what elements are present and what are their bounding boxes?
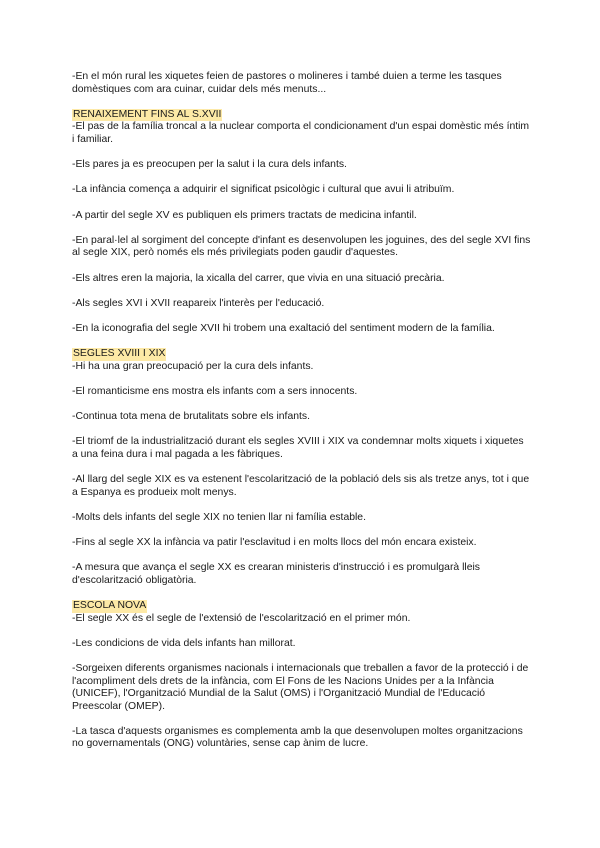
paragraph: -Fins al segle XX la infància va patir l'esclavitud i en molts llocs del món encara existeix. (72, 536, 477, 548)
paragraph: -En paral·lel al sorgiment del concepte d'infant es desenvolupen les joguines, des del segle XVI fins al segle XIX, però només els més privilegiats poden gaudir d'aquestes. (72, 234, 531, 259)
paragraph: -En la iconografia del segle XVII hi trobem una exaltació del sentiment modern de la família. (72, 322, 495, 334)
paragraph: -Molts dels infants del segle XIX no tenien llar ni família estable. (72, 511, 366, 523)
section-heading: ESCOLA NOVA (73, 599, 147, 611)
document-page (72, 71, 532, 764)
paragraph: -Sorgeixen diferents organismes nacionals i internacionals que treballen a favor de la protecció i de l'acompliment dels drets de la infància, com El Fons de les Nacions Unides per a la Infància (UNICEF), l'Organització Mundial de la Salut (OMS) i l'Organització Mundial de l'Educació Preescolar (OMEP). (72, 662, 529, 712)
paragraph: -Els pares ja es preocupen per la salut i la cura dels infants. (72, 159, 347, 171)
intro-paragraph: -En el món rural les xiquetes feien de pastores o molineres i també duien a terme les tasques domèstiques com ara cuinar, cuidar dels més menuts... (72, 71, 502, 95)
section-renaixement (72, 109, 532, 336)
paragraph: -La tasca d'aquests organismes es complementa amb la que desenvolupen moltes organitzacions no governamentals (ONG) voluntàries, sense cap ànim de lucre. (72, 725, 523, 750)
paragraph: -Els altres eren la majoria, la xicalla del carrer, que vivia en una situació precària. (72, 272, 445, 284)
paragraph: -El romanticisme ens mostra els infants com a sers innocents. (72, 385, 358, 397)
paragraph: -A mesura que avança el segle XX es crearan ministeris d'instrucció i es promulgarà lleis d'escolarització obligatòria. (72, 562, 480, 586)
paragraph: -A partir del segle XV es publiquen els primers tractats de medicina infantil. (72, 209, 417, 221)
paragraph: -La infància comença a adquirir el significat psicològic i cultural que avui li atribuïm. (72, 184, 455, 196)
paragraph: -El triomf de la industrialització durant els segles XVIII i XIX va condemnar molts xiquets i xiquetes a una feina dura i mal pagada a les fàbriques. (72, 436, 524, 460)
paragraph: -Als segles XVI i XVII reapareix l'interès per l'educació. (72, 297, 325, 309)
paragraph: -El segle XX és el segle de l'extensió de l'escolarització en el primer món. (72, 612, 411, 624)
section-heading: SEGLES XVIII I XIX (73, 348, 166, 360)
paragraph: -El pas de la família troncal a la nuclear comporta el condicionament d'un espai domèstic més íntim i familiar. (72, 121, 530, 145)
paragraph: -Al llarg del segle XIX es va estenent l'escolarització de la població dels sis als tretze anys, tot i que a Espanya es produeix molt menys. (72, 474, 530, 498)
section-segles-xviii-xix (72, 348, 532, 587)
section-heading: RENAIXEMENT FINS AL S.XVII (73, 108, 222, 120)
section-escola-nova (72, 600, 532, 751)
paragraph: -Les condicions de vida dels infants han millorat. (72, 637, 296, 649)
paragraph: -Continua tota mena de brutalitats sobre els infants. (72, 411, 310, 423)
paragraph: -Hi ha una gran preocupació per la cura dels infants. (72, 360, 314, 372)
